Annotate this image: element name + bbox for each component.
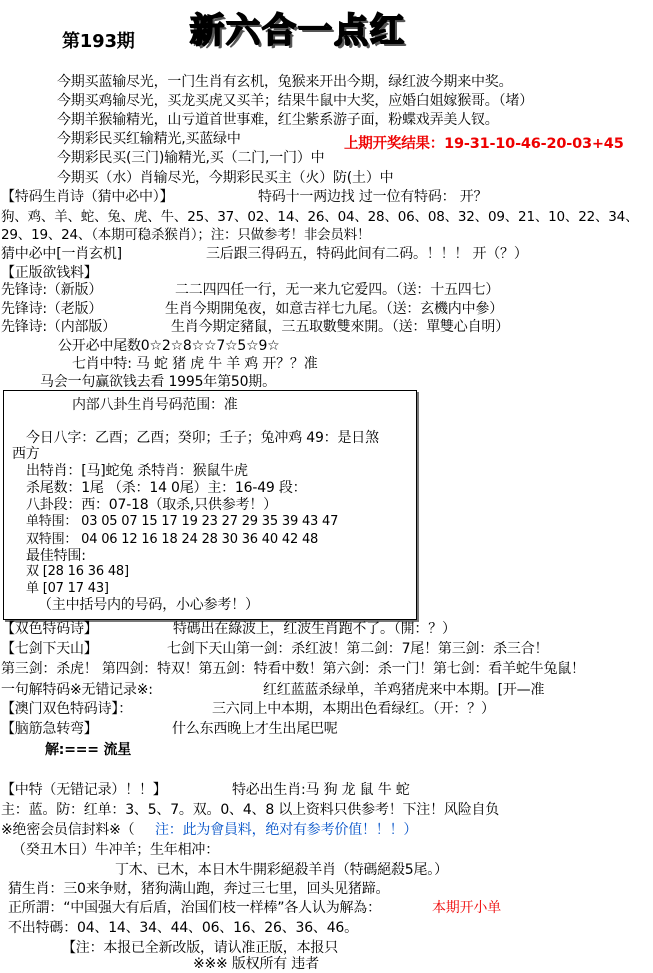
qijian-text-1: 七剑下天山第一剑：杀红波！第二剑：7尾！第三剑：杀三合！ xyxy=(167,641,549,657)
last-draw-result: 上期开奖结果：19-31-10-46-20-03+45 xyxy=(344,136,624,152)
riddle-heading: 【脑筋急转弯】 xyxy=(1,721,98,737)
issue-number: 第193期 xyxy=(62,31,135,52)
shuangse-heading: 【双色特码诗】 xyxy=(1,621,98,637)
zhongte-heading: 【中特（无错记录）！！】 xyxy=(1,782,167,798)
poem-internal-label: 先锋诗:（内部版） xyxy=(1,319,116,335)
zhengsuo-line: 正所謂：“中国强大有后盾，治国们枝一样棒”各人认为解為： xyxy=(8,900,381,916)
main-color-line: 主：蓝。防：红单：3、5、7。双。0、4、8 以上资料只供参考！下注！风险自负 xyxy=(1,802,500,818)
zhengban-heading: 【正版欲钱料】 xyxy=(1,265,98,281)
tail-numbers: 公开必中尾数0☆2☆8☆☆7☆5☆9☆ xyxy=(58,338,280,354)
box-best-odd: 单 [07 17 43] xyxy=(26,581,109,596)
shuangse-text: 特碼出在綠波上，红波生肖跑不了。（開：？） xyxy=(173,621,456,637)
guess-zodiac-line: 猜生肖：三0来争财，猪狗满山跑，奔过三七里，回头见猪蹄。 xyxy=(8,881,390,897)
intro-line-5: 今期彩民买(三门)输精光,买（二门,一门）中 xyxy=(57,150,325,166)
qijian-text-2: 第三剑：杀虎！ 第四剑：特双！第五剑：特看中数！第六剑：杀一门！第七剑：看羊蛇牛兔鼠！ xyxy=(1,661,585,677)
riddle-text: 什么东西晚上才生出尾巴呢 xyxy=(172,721,338,737)
tema-list-2: 29、19、24、（本期可稳杀猴肖）；注：只做参考！非会员料！ xyxy=(1,227,371,243)
box-odd-range: 单特围： 03 05 07 15 17 19 23 27 29 35 39 43 47 xyxy=(26,514,339,529)
dingmu-line: 丁木、已木，本日木牛開彩絕殺羊肖（特碼絕殺5尾。） xyxy=(115,862,448,878)
tema-heading: 【特码生肖诗（猜中必中）】 xyxy=(1,189,174,205)
mahui-line: 马会一句赢欲钱去看 1995年第50期。 xyxy=(40,374,276,390)
guess-text: 三后跟三得码五，特码此间有二码。！！！ 开（？） xyxy=(206,246,528,262)
box-chu-sha: 出特肖：[马]蛇兔 杀特肖：猴鼠牛虎 xyxy=(26,463,248,479)
footer-note-1: 【注：本报已全新改版，请认准正版，本报只 xyxy=(62,940,338,956)
box-weishu: 杀尾数：1尾 （杀：14 0尾）主：16-49 段： xyxy=(26,480,307,496)
intro-line-1: 今期买蓝输尽光，一门生肖有玄机，兔猴来开出今期，绿红波今期来中奖。 xyxy=(57,74,513,90)
aomen-heading: 【澳门双色特码诗】： xyxy=(1,701,132,717)
yiju-text: 红红蓝蓝杀绿单，羊鸡猪虎来中本期。[开—准 xyxy=(263,682,545,698)
seven-zodiac: 七肖中特: 马 蛇 猪 虎 牛 羊 鸡 开？？准 xyxy=(72,356,318,372)
bagua-info-box xyxy=(3,390,417,620)
poem-old-label: 先锋诗:（老版） xyxy=(1,301,103,317)
box-even-range: 双特围： 04 06 12 16 18 24 28 30 36 40 42 48 xyxy=(26,532,319,547)
intro-line-3: 今期羊猴输精光，山亏道首世事难，红尘紫系游子面，粉蝶戏弄美人钗。 xyxy=(57,112,499,128)
tema-list-1: 狗、鸡、羊、蛇、兔、虎、牛、25、37、02、14、26、04、28、06、08、32、09、21、10、22、34、 xyxy=(1,209,639,225)
box-bazi: 今日八字：乙酉；乙酉；癸卯；壬子；兔冲鸡 49：是日煞 xyxy=(26,430,379,446)
secret-note: 注：此为會員料，绝对有参考价值！！！） xyxy=(155,822,418,838)
aomen-text: 三六同上中本期，本期出色看绿红。（开：？） xyxy=(212,701,495,717)
intro-line-4: 今期彩民买红输精光,买蓝绿中 xyxy=(57,131,241,147)
not-out-numbers: 不出特碼：04、14、34、44、06、16、26、36、46。 xyxy=(8,920,358,936)
yiju-heading: 一句解特码※无错记录※: xyxy=(1,682,153,698)
newspaper-title: 新六合一点红 xyxy=(190,11,406,51)
zhongte-text: 特必出生肖:马 狗 龙 鼠 牛 蛇 xyxy=(232,782,410,798)
poem-new-text: 二二四四任一行，无一来九它爱四。（送：十五四七） xyxy=(175,282,500,298)
poem-internal-text: 生肖今期定豬鼠，三五取數雙來開。（送：單雙心自明） xyxy=(171,319,509,335)
intro-line-6: 今期买（水）肖输尽光，今期彩民买主（火）防(土）中 xyxy=(57,170,394,186)
box-best-even: 双 [28 16 36 48] xyxy=(26,564,129,579)
box-best-label: 最佳特围: xyxy=(26,548,86,564)
box-bazi-2: 西方 xyxy=(12,446,40,462)
secret-heading: ※绝密会员信封料※（ xyxy=(1,822,135,838)
tema-hint: 特码十一两边找 过一位有特码： 开？ xyxy=(258,189,488,205)
riddle-answer: 解:=== 流星 xyxy=(45,742,132,758)
footer-note-2: ※※※ 版权所有 违者 xyxy=(193,956,319,972)
intro-line-2: 今期买鸡输尽光，买龙买虎又买羊；结果牛鼠中大奖，应婚白姐嫁猴哥。（堵） xyxy=(57,93,533,109)
box-title: 内部八卦生肖号码范围：准 xyxy=(72,397,238,413)
zhengsuo-result: 本期开小单 xyxy=(432,900,501,916)
poem-new-label: 先锋诗:（新版） xyxy=(1,282,103,298)
box-note: （主中括号内的号码，小心参考！） xyxy=(38,597,259,613)
yichou-line: （癸丑木日）牛冲羊；生年相冲： xyxy=(12,842,219,858)
box-bagua: 八卦段：西：07-18（取杀,只供参考！） xyxy=(26,497,277,513)
poem-old-text: 生肖今期開兔夜，如意吉祥七九尾。（送：玄機内中參） xyxy=(165,301,503,317)
qijian-heading: 【七剑下天山】 xyxy=(1,641,98,657)
guess-label: 猜中必中[一肖玄机] xyxy=(1,246,122,262)
